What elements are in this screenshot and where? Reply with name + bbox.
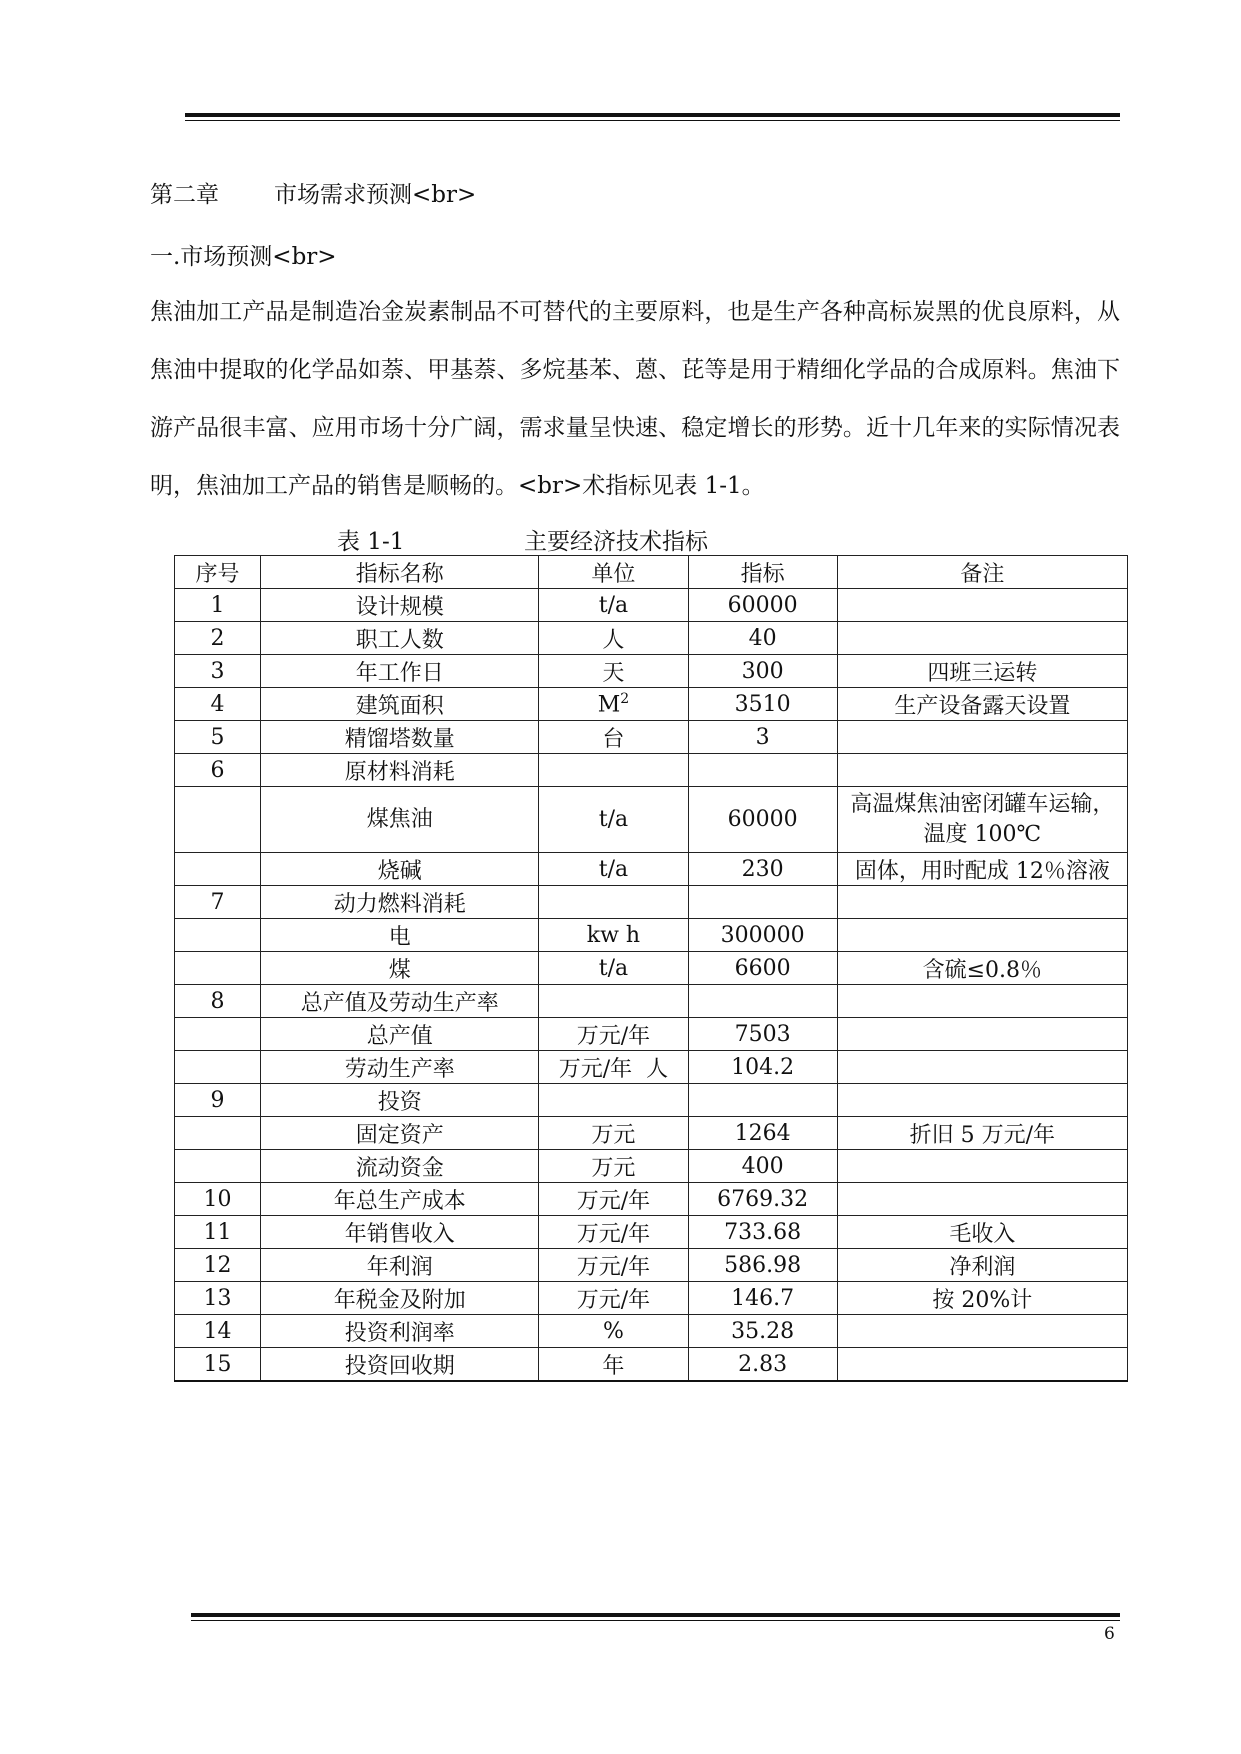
- cell-indicator: 建筑面积: [261, 688, 539, 721]
- cell-value: [688, 886, 837, 919]
- header-remark: 备注: [837, 556, 1127, 589]
- cell-value: 7503: [688, 1018, 837, 1051]
- cell-index: 13: [175, 1282, 261, 1315]
- cell-indicator: 职工人数: [261, 622, 539, 655]
- cell-indicator: 流动资金: [261, 1150, 539, 1183]
- table-row: [175, 1051, 1128, 1084]
- cell-index: 9: [175, 1084, 261, 1117]
- cell-index: [175, 787, 261, 853]
- header-rule-thick: [185, 113, 1120, 117]
- cell-unit: t/a: [539, 853, 688, 886]
- header-unit: 单位: [539, 556, 688, 589]
- cell-indicator: 固定资产: [261, 1117, 539, 1150]
- cell-unit: 万元/年: [539, 1183, 688, 1216]
- cell-unit: [539, 1084, 688, 1117]
- cell-value: 3: [688, 721, 837, 754]
- cell-index: 4: [175, 688, 261, 721]
- chapter-number: 第二章: [150, 182, 219, 208]
- cell-remark: [837, 721, 1127, 754]
- cell-value: 6600: [688, 952, 837, 985]
- cell-indicator: 劳动生产率: [261, 1051, 539, 1084]
- cell-indicator: 投资回收期: [261, 1348, 539, 1382]
- cell-index: [175, 1051, 261, 1084]
- cell-indicator: 电: [261, 919, 539, 952]
- table-row: [175, 622, 1128, 655]
- cell-indicator: 年税金及附加: [261, 1282, 539, 1315]
- cell-unit: t/a: [539, 787, 688, 853]
- table-row: [175, 1249, 1128, 1282]
- cell-remark: [837, 1183, 1127, 1216]
- cell-unit: [539, 985, 688, 1018]
- cell-index: [175, 919, 261, 952]
- cell-value: 146.7: [688, 1282, 837, 1315]
- cell-value: 60000: [688, 787, 837, 853]
- cell-indicator: 设计规模: [261, 589, 539, 622]
- cell-remark: [837, 886, 1127, 919]
- cell-index: 2: [175, 622, 261, 655]
- cell-value: 733.68: [688, 1216, 837, 1249]
- cell-unit: 天: [539, 655, 688, 688]
- cell-remark: [837, 985, 1127, 1018]
- cell-remark: [837, 589, 1127, 622]
- table-row: [175, 1150, 1128, 1183]
- cell-index: 6: [175, 754, 261, 787]
- cell-index: 12: [175, 1249, 261, 1282]
- cell-index: 7: [175, 886, 261, 919]
- cell-unit: [539, 688, 688, 721]
- area-unit-superscript: 2: [620, 690, 630, 707]
- cell-unit: 万元/年 人: [539, 1051, 688, 1084]
- cell-index: 15: [175, 1348, 261, 1382]
- cell-value: 230: [688, 853, 837, 886]
- cell-value: 1264: [688, 1117, 837, 1150]
- cell-value: 300: [688, 655, 837, 688]
- cell-remark: 生产设备露天设置: [837, 688, 1127, 721]
- cell-value: 586.98: [688, 1249, 837, 1282]
- economic-indicators-table: [174, 555, 1128, 1382]
- cell-remark: 净利润: [837, 1249, 1127, 1282]
- table-header-row: [175, 556, 1128, 589]
- table-row: [175, 787, 1128, 853]
- cell-index: 10: [175, 1183, 261, 1216]
- cell-indicator: 年利润: [261, 1249, 539, 1282]
- cell-unit: kw h: [539, 919, 688, 952]
- table-row: [175, 985, 1128, 1018]
- cell-unit: t/a: [539, 952, 688, 985]
- footer-rule-thick: [191, 1613, 1120, 1617]
- cell-remark: 四班三运转: [837, 655, 1127, 688]
- cell-value: [688, 985, 837, 1018]
- cell-unit: 万元/年: [539, 1249, 688, 1282]
- cell-index: [175, 853, 261, 886]
- cell-value: 400: [688, 1150, 837, 1183]
- cell-remark: [837, 754, 1127, 787]
- header-value: 指标: [688, 556, 837, 589]
- cell-unit: 万元/年: [539, 1018, 688, 1051]
- header-indicator-name: 指标名称: [261, 556, 539, 589]
- table-row: [175, 1282, 1128, 1315]
- area-unit-base: M: [597, 692, 621, 718]
- chapter-heading: [150, 176, 476, 209]
- cell-indicator: 煤: [261, 952, 539, 985]
- cell-value: 35.28: [688, 1315, 837, 1348]
- cell-value: [688, 754, 837, 787]
- cell-indicator: 年总生产成本: [261, 1183, 539, 1216]
- table-row: [175, 1348, 1128, 1382]
- cell-remark: 高温煤焦油密闭罐车运输，温度 100℃: [837, 787, 1127, 853]
- cell-remark: 折旧 5 万元/年: [837, 1117, 1127, 1150]
- cell-remark: 固体，用时配成 12％溶液: [837, 853, 1127, 886]
- cell-index: [175, 1150, 261, 1183]
- cell-indicator: 精馏塔数量: [261, 721, 539, 754]
- cell-remark: 毛收入: [837, 1216, 1127, 1249]
- cell-index: 1: [175, 589, 261, 622]
- cell-unit: 人: [539, 622, 688, 655]
- cell-indicator: 动力燃料消耗: [261, 886, 539, 919]
- cell-unit: 万元: [539, 1150, 688, 1183]
- table-row: [175, 655, 1128, 688]
- cell-unit: [539, 754, 688, 787]
- cell-value: 104.2: [688, 1051, 837, 1084]
- table-row: [175, 1216, 1128, 1249]
- cell-indicator: 煤焦油: [261, 787, 539, 853]
- table-row: [175, 853, 1128, 886]
- cell-index: [175, 1018, 261, 1051]
- table-row: [175, 886, 1128, 919]
- cell-indicator: 烧碱: [261, 853, 539, 886]
- cell-indicator: 投资利润率: [261, 1315, 539, 1348]
- table-caption-label: 表 1-1: [337, 529, 405, 555]
- table-row: [175, 721, 1128, 754]
- cell-index: [175, 952, 261, 985]
- cell-index: 11: [175, 1216, 261, 1249]
- table-row: [175, 754, 1128, 787]
- cell-unit: [539, 886, 688, 919]
- cell-indicator: 年工作日: [261, 655, 539, 688]
- cell-index: 5: [175, 721, 261, 754]
- cell-index: 14: [175, 1315, 261, 1348]
- cell-remark: [837, 919, 1127, 952]
- cell-value: 300000: [688, 919, 837, 952]
- table-row: [175, 688, 1128, 721]
- cell-unit: %: [539, 1315, 688, 1348]
- cell-value: [688, 1084, 837, 1117]
- cell-value: 40: [688, 622, 837, 655]
- cell-remark: [837, 1348, 1127, 1382]
- cell-unit: t/a: [539, 589, 688, 622]
- body-paragraph: 焦油加工产品是制造冶金炭素制品不可替代的主要原料，也是生产各种高标炭黑的优良原料，从焦油中提取的化学品如萘、甲基萘、多烷基苯、蒽、芘等是用于精细化学品的合成原料。焦油下游产品很丰富、应用市场十分广阔，需求量呈快速、稳定增长的形势。近十几年来的实际情况表明，焦油加工产品的销售是顺畅的。<br>术指标见表 1-1。: [150, 299, 1120, 499]
- cell-indicator: 总产值及劳动生产率: [261, 985, 539, 1018]
- cell-value: 2.83: [688, 1348, 837, 1382]
- cell-value: 60000: [688, 589, 837, 622]
- header-rule-thin: [185, 120, 1120, 121]
- cell-remark: [837, 1315, 1127, 1348]
- table-row: [175, 952, 1128, 985]
- table-row: [175, 1183, 1128, 1216]
- cell-indicator: 年销售收入: [261, 1216, 539, 1249]
- cell-unit: 年: [539, 1348, 688, 1382]
- cell-remark: [837, 1084, 1127, 1117]
- cell-value: 3510: [688, 688, 837, 721]
- cell-remark: 按 20%计: [837, 1282, 1127, 1315]
- table-row: [175, 1117, 1128, 1150]
- cell-remark: [837, 1018, 1127, 1051]
- chapter-title: 市场需求预测<br>: [274, 182, 477, 208]
- cell-index: [175, 1117, 261, 1150]
- cell-remark: [837, 1051, 1127, 1084]
- table-caption-title: 主要经济技术指标: [524, 529, 708, 555]
- table-row: [175, 1018, 1128, 1051]
- cell-index: 3: [175, 655, 261, 688]
- cell-indicator: 投资: [261, 1084, 539, 1117]
- table-row: [175, 1084, 1128, 1117]
- header-index: 序号: [175, 556, 261, 589]
- cell-remark: [837, 1150, 1127, 1183]
- cell-remark: 含硫≤0.8％: [837, 952, 1127, 985]
- cell-unit: 万元: [539, 1117, 688, 1150]
- table-row: [175, 589, 1128, 622]
- table-row: [175, 919, 1128, 952]
- cell-remark: [837, 622, 1127, 655]
- table-row: [175, 1315, 1128, 1348]
- cell-indicator: 总产值: [261, 1018, 539, 1051]
- cell-unit: 台: [539, 721, 688, 754]
- page-number: 6: [1104, 1624, 1115, 1644]
- section-heading: 一.市场预测<br>: [150, 244, 337, 270]
- cell-unit: 万元/年: [539, 1282, 688, 1315]
- cell-indicator: 原材料消耗: [261, 754, 539, 787]
- cell-unit: 万元/年: [539, 1216, 688, 1249]
- cell-index: 8: [175, 985, 261, 1018]
- footer-rule-thin: [191, 1620, 1120, 1621]
- cell-value: 6769.32: [688, 1183, 837, 1216]
